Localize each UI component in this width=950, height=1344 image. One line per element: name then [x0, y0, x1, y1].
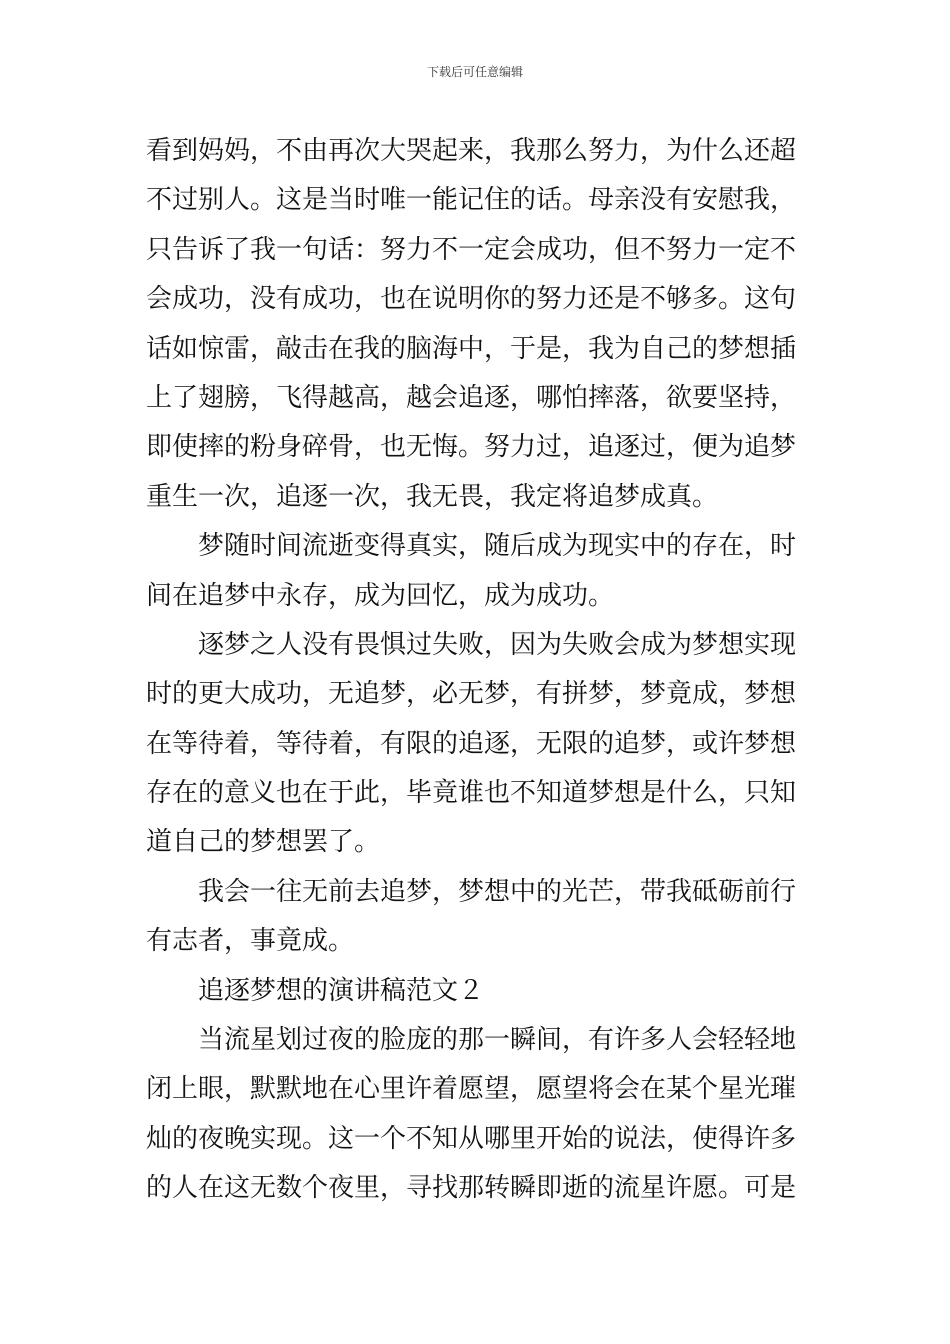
text-line: 话如惊雷，敲击在我的脑海中，于是，我为自己的梦想插: [146, 333, 797, 364]
text-line: 上了翅膀，飞得越高，越会追逐，哪怕摔落，欲要坚持，: [146, 382, 797, 413]
page-header: 下载后可任意编辑: [426, 65, 523, 79]
text-line: 灿的夜晚实现。这一个不知从哪里开始的说法，使得许多: [146, 1123, 797, 1154]
text-line: 存在的意义也在于此，毕竟谁也不知道梦想是什么，只知: [146, 778, 797, 809]
text-line: 逐梦之人没有畏惧过失败，因为失败会成为梦想实现: [198, 629, 797, 660]
text-line: 看到妈妈，不由再次大哭起来，我那么努力，为什么还超: [146, 136, 797, 166]
text-line: 道自己的梦想罢了。: [146, 827, 381, 858]
text-line: 重生一次，追逐一次，我无畏，我定将追梦成真。: [146, 481, 719, 512]
text-line: 只告诉了我一句话：努力不一定会成功，但不努力一定不: [146, 234, 797, 265]
document-body: [146, 127, 808, 1214]
text-line: 梦随时间流逝变得真实，随后成为现实中的存在，时: [198, 531, 797, 562]
text-line: 我会一往无前去追梦，梦想中的光芒，带我砥砺前行: [198, 876, 797, 907]
text-line: 当流星划过夜的脸庞的那一瞬间，有许多人会轻轻地: [198, 1025, 797, 1056]
text-line: 不过别人。这是当时唯一能记住的话。母亲没有安慰我，: [146, 185, 797, 216]
text-line: 时的更大成功，无追梦，必无梦，有拼梦，梦竟成，梦想: [146, 679, 797, 710]
text-line: 闭上眼，默默地在心里许着愿望，愿望将会在某个星光璀: [146, 1074, 797, 1105]
text-line: 的人在这无数个夜里，寻找那转瞬即逝的流星许愿。可是: [146, 1173, 797, 1204]
text-line: 会成功，没有成功，也在说明你的努力还是不够多。这句: [146, 284, 797, 315]
text-line: 间在追梦中永存，成为回忆，成为成功。: [146, 580, 615, 611]
section-heading: 追逐梦想的演讲稿范文２: [198, 975, 485, 1006]
text-line: 在等待着，等待着，有限的追逐，无限的追梦，或许梦想: [146, 728, 797, 759]
text-line: 即使摔的粉身碎骨，也无悔。努力过，追逐过，便为追梦: [146, 432, 797, 463]
text-line: 有志者，事竟成。: [146, 926, 355, 957]
